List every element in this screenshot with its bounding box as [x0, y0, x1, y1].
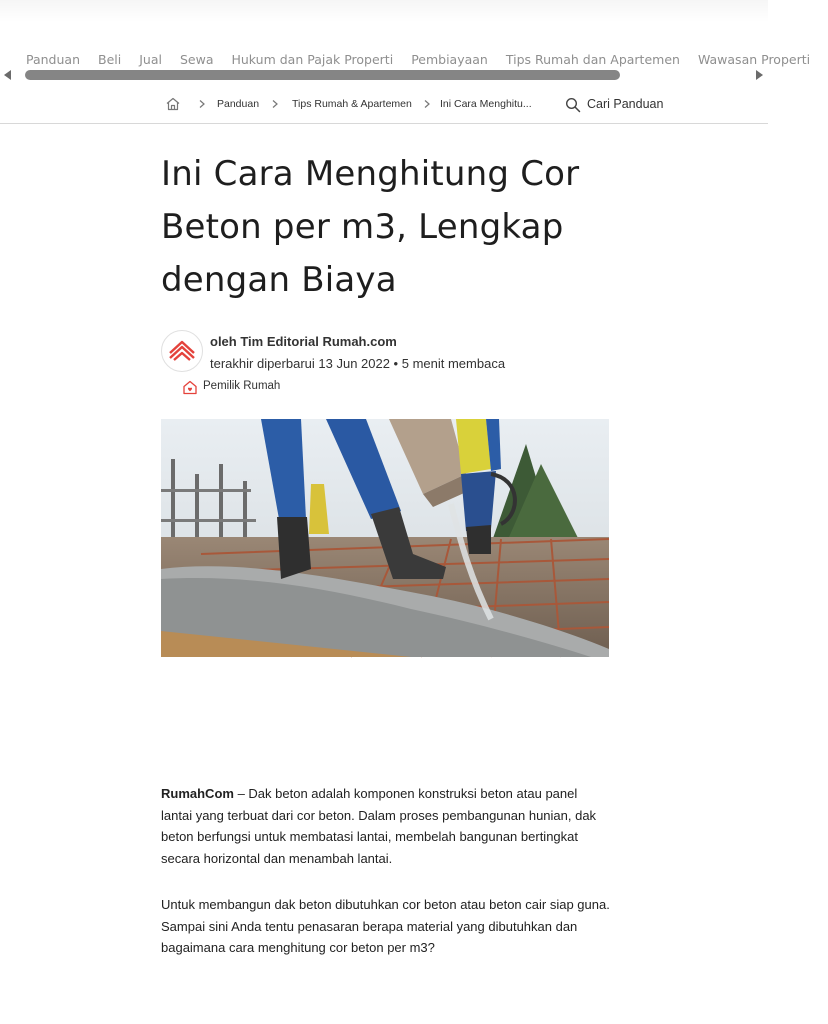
paragraph-1-text: – Dak beton adalah komponen konstruksi beton atau panel lantai yang terbuat dari cor beton. Dalam proses pembangunan hunian, dak beton berfungsi untuk membatasi lantai, membelah bangunan bertingkat secara horizontal dan menambah lantai. [161, 786, 597, 866]
breadcrumb-item-tips[interactable]: Tips Rumah & Apartemen [292, 98, 412, 110]
nav-item-tips[interactable]: Tips Rumah dan Apartemen [505, 52, 680, 67]
category-nav-items [26, 52, 828, 67]
paragraph-lead: RumahCom [161, 786, 234, 801]
breadcrumb-item-panduan[interactable]: Panduan [217, 98, 260, 110]
house-tag-icon [182, 380, 198, 395]
scroll-left-arrow[interactable] [4, 70, 11, 80]
nav-item-beli[interactable]: Beli [98, 52, 122, 67]
hero-image [161, 419, 609, 657]
article-tag-label[interactable]: Pemilik Rumah [203, 380, 281, 392]
concrete-pouring-photo [161, 419, 609, 657]
breadcrumb-item-current: Ini Cara Menghitu... [440, 98, 532, 110]
search-icon [565, 97, 581, 113]
nav-item-jual[interactable]: Jual [139, 52, 162, 67]
chevron-right-icon [270, 99, 280, 109]
nav-item-sewa[interactable]: Sewa [179, 52, 214, 67]
chevron-right-icon [197, 99, 207, 109]
article-meta: terakhir diperbarui 13 Jun 2022 • 5 menit membaca [210, 356, 506, 371]
nav-item-wawasan[interactable]: Wawasan Properti [697, 52, 811, 67]
rumah-logo-icon [162, 331, 202, 371]
article-paragraph-2: Untuk membangun dak beton dibutuhkan cor beton atau beton cair siap guna. Sampai sini Anda tentu penasaran berapa material yang dibutuhkan dan bagaimana cara menghitung cor beton per m3? [161, 897, 610, 955]
browser-top-bar [0, 0, 768, 22]
chevron-right-icon [422, 99, 432, 109]
nav-item-pembiayaan[interactable]: Pembiayaan [411, 52, 488, 67]
article-title: Ini Cara Menghitung Cor Beton per m3, Lengkap dengan Biaya [161, 154, 580, 300]
nav-item-panduan[interactable]: Panduan [26, 52, 80, 67]
search-label[interactable]: Cari Panduan [587, 97, 664, 111]
scrollbar-thumb[interactable] [25, 70, 620, 80]
article-author[interactable]: oleh Tim Editorial Rumah.com [210, 334, 397, 349]
author-avatar [161, 330, 203, 372]
breadcrumb-bar [0, 88, 768, 124]
home-icon[interactable] [165, 96, 181, 112]
horizontal-scrollbar[interactable] [25, 70, 751, 80]
article-paragraph-1 [161, 783, 611, 869]
scroll-right-arrow[interactable] [756, 70, 763, 80]
nav-item-hukum-pajak[interactable]: Hukum dan Pajak Properti [231, 52, 394, 67]
